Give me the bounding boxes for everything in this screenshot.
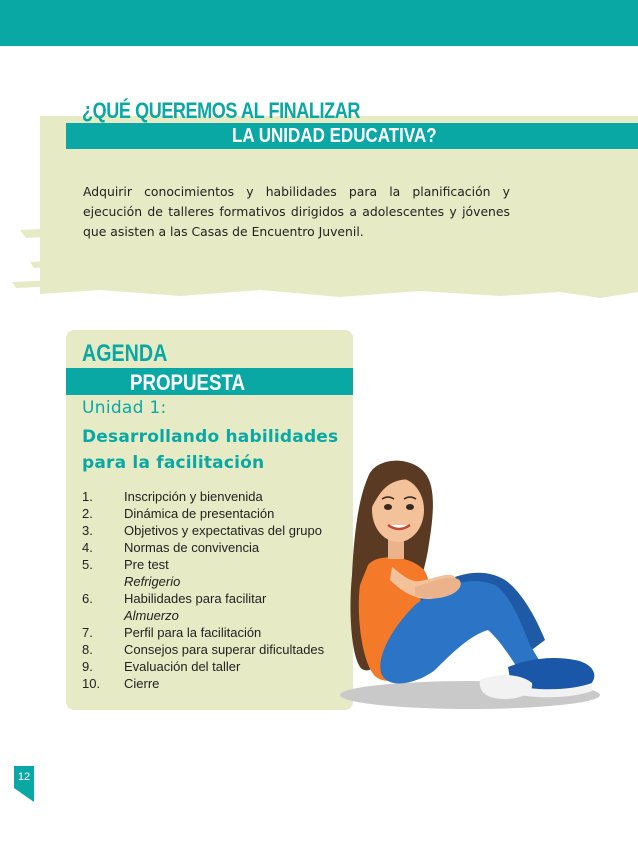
unit-label: Unidad 1:: [82, 398, 167, 418]
item-text: Pre test: [124, 557, 169, 572]
item-text: Inscripción y bienvenida: [124, 489, 263, 504]
brush-stroke-background: [0, 0, 638, 310]
list-item: [82, 607, 352, 624]
goal-text: Adquirir conocimientos y habilidades para la planificación y ejecución de talleres formativos dirigidos a adolescentes y jóvenes que asisten a las Casas de Encuentro Juvenil.: [83, 184, 510, 239]
item-number: 8.: [82, 642, 93, 657]
item-text: Perfil para la facilitación: [124, 625, 262, 640]
item-text: Evaluación del taller: [124, 659, 241, 674]
item-text: Normas de convivencia: [124, 540, 260, 555]
item-number: 4.: [82, 540, 93, 555]
item-number: 6.: [82, 591, 93, 606]
list-item: [82, 658, 352, 675]
item-text: Objetivos y expectativas del grupo: [124, 523, 322, 538]
agenda-title-line2: PROPUESTA: [130, 370, 245, 395]
item-number: 7.: [82, 625, 93, 640]
agenda-title-line1: AGENDA: [82, 340, 168, 367]
seated-girl-illustration: [320, 455, 620, 715]
goal-title-line2: LA UNIDAD EDUCATIVA?: [232, 125, 437, 147]
list-item: [82, 624, 352, 641]
item-text: Almuerzo: [124, 608, 179, 623]
list-item: [82, 539, 352, 556]
item-number: 3.: [82, 523, 93, 538]
item-text: Habilidades para facilitar: [124, 591, 267, 606]
list-item: [82, 573, 352, 590]
list-item: [82, 590, 352, 607]
item-number: [82, 573, 124, 590]
item-number: 2.: [82, 506, 93, 521]
item-number: 1.: [82, 489, 93, 504]
list-item: [82, 488, 352, 505]
agenda-list: [82, 488, 352, 692]
item-number: 5.: [82, 557, 93, 572]
list-item: [82, 675, 352, 692]
item-text: Refrigerio: [124, 574, 181, 589]
list-item: [82, 505, 352, 522]
item-number: 9.: [82, 659, 93, 674]
list-item: [82, 641, 352, 658]
unit-title-line2: para la facilitación: [82, 453, 265, 473]
item-text: Dinámica de presentación: [124, 506, 275, 521]
item-text: Consejos para superar dificultades: [124, 642, 325, 657]
item-number: [82, 607, 124, 624]
goal-title-line1: ¿QUÉ QUEREMOS AL FINALIZAR: [82, 98, 360, 123]
item-number: 10.: [82, 676, 101, 691]
unit-title: [82, 424, 352, 476]
page-number: 12: [17, 771, 31, 783]
list-item: [82, 522, 352, 539]
item-text: Cierre: [124, 676, 160, 691]
list-item: [82, 556, 352, 573]
unit-title-line1: Desarrollando habilidades: [82, 427, 339, 447]
